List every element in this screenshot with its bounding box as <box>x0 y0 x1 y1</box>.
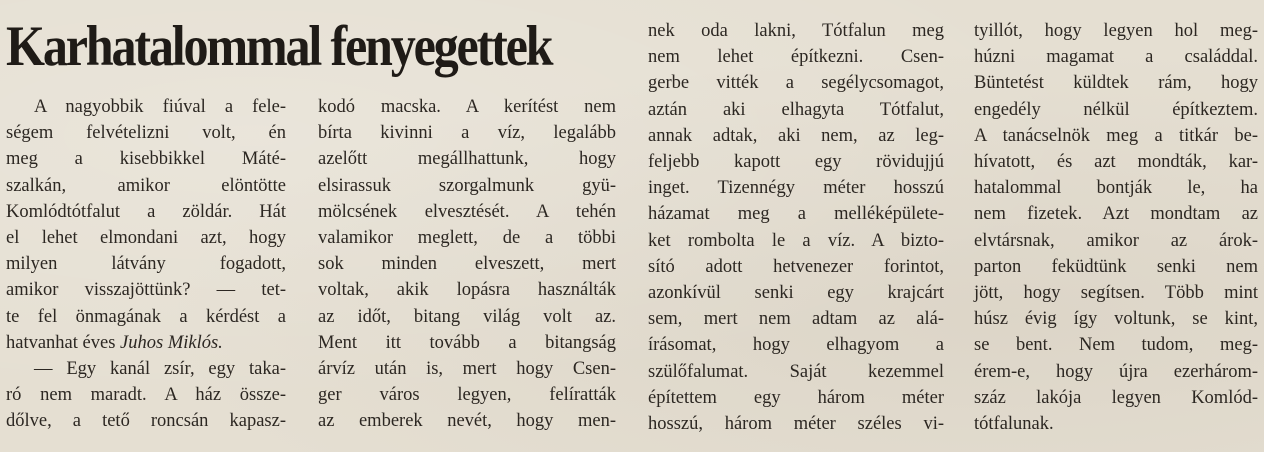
article-column-1 <box>6 94 286 435</box>
text-line: árvíz után is, mert hogy Csen- <box>318 359 616 380</box>
text-line: gerbe vitték a segélycsomagot, <box>648 73 944 94</box>
article-headline: Karhatalommal fenyegettek <box>6 15 552 78</box>
text-line: szülőfalumat. Saját kezemmel <box>648 361 944 382</box>
text-line: szalkán, amikor elöntötte <box>6 175 286 196</box>
text-line: azonkívül senki egy krajcárt <box>648 283 944 304</box>
text-line: milyen látvány fogadott, <box>6 254 286 275</box>
text-line: kodó macska. A kerítést nem <box>318 97 616 117</box>
text-line: hívatott, és azt mondták, kar- <box>974 152 1258 173</box>
article-column-4 <box>974 18 1258 437</box>
text-line: elsirassuk szorgalmunk gyü- <box>318 175 616 196</box>
text-line: te fel önmagának a kérdést a <box>6 306 286 327</box>
text-line: húzni magamat a családdal. <box>974 47 1258 68</box>
text-line: ger város legyen, felíratták <box>318 385 616 406</box>
text-line: Komlódtótfalut a zöldár. Hát <box>6 201 286 222</box>
text-line: feljebb kapott egy rövidujjú <box>648 152 944 173</box>
text-line: el lehet elmondani azt, hogy <box>6 228 286 249</box>
text-line: valamikor meglett, de a többi <box>318 228 616 249</box>
text-line: elvtársnak, amikor az árok- <box>974 230 1258 251</box>
text-line: amikor visszajöttünk? — tet- <box>6 280 286 301</box>
text-line: hosszú, három méter széles vi- <box>648 414 944 435</box>
author-name: Juhos Miklós. <box>120 332 223 353</box>
text-line: engedély nélkül építkeztem. <box>974 99 1258 120</box>
text-line: sító adott hetvenezer forintot, <box>648 256 944 277</box>
text-line: hatalommal bontják le, ha <box>974 178 1258 199</box>
text-line: Ment itt tovább a bitangság <box>318 332 616 353</box>
article-column-2 <box>318 94 616 435</box>
text-line: száz lakója legyen Komlód- <box>974 387 1258 408</box>
text-line: sem, mert nem adtam az alá- <box>648 309 944 330</box>
text-line: bírta kivinni a víz, legalább <box>318 123 616 144</box>
text-line: mölcsének elvesztését. A tehén <box>318 201 616 222</box>
text-line: — Egy kanál zsír, egy taka- <box>34 359 286 380</box>
text-line: ró nem maradt. A ház össze- <box>6 385 286 406</box>
text-line: parton feküdtünk senki nem <box>974 256 1258 277</box>
text-line: se bent. Nem tudom, meg- <box>974 335 1258 356</box>
text-line: építettem egy három méter <box>648 387 944 408</box>
text-line: inget. Tizennégy méter hosszú <box>648 178 944 199</box>
text-line: annak adtak, aki nem, az leg- <box>648 125 944 146</box>
text-line: A nagyobbik fiúval a fele- <box>34 97 286 117</box>
text-line: ségem felvételizni volt, én <box>6 123 286 144</box>
text-line: aztán aki elhagyta Tótfalut, <box>648 99 944 120</box>
text-line: sok minden elveszett, mert <box>318 254 616 275</box>
text-line: húsz évig így voltunk, se kint, <box>974 309 1258 330</box>
article-column-3 <box>648 18 944 437</box>
text-line: dőlve, a tető roncsán kapasz- <box>6 411 286 432</box>
text-line-with-author <box>6 330 286 356</box>
text-line: nek oda lakni, Tótfalun meg <box>648 21 944 41</box>
text-line: írásomat, hogy elhagyom a <box>648 335 944 356</box>
text-line: tótfalunak. <box>974 414 1054 435</box>
text-line: házamat meg a melléképülete- <box>648 204 944 225</box>
text-line: tyillót, hogy legyen hol meg- <box>974 21 1258 41</box>
text-line: hatvanhat éves <box>6 332 116 353</box>
text-line: ket rombolta le a víz. A bizto- <box>648 230 944 251</box>
text-line: azelőtt megállhattunk, hogy <box>318 149 616 170</box>
text-line: nem fizetek. Azt mondtam az <box>974 204 1258 225</box>
text-line: meg a kisebbikkel Máté- <box>6 149 286 170</box>
text-line: jött, hogy segítsen. Több mint <box>974 283 1258 304</box>
text-line: nem lehet építkezni. Csen- <box>648 47 944 68</box>
text-line: érem-e, hogy újra ezerhárom- <box>974 361 1258 382</box>
text-line: az emberek nevét, hogy men- <box>318 411 616 432</box>
text-line: A tanácselnök meg a titkár be- <box>974 125 1258 146</box>
text-line: az időt, bitang világ volt az. <box>318 306 616 327</box>
text-line: Büntetést küldtek rám, hogy <box>974 73 1258 94</box>
text-line: voltak, akik lopásra használták <box>318 280 616 301</box>
